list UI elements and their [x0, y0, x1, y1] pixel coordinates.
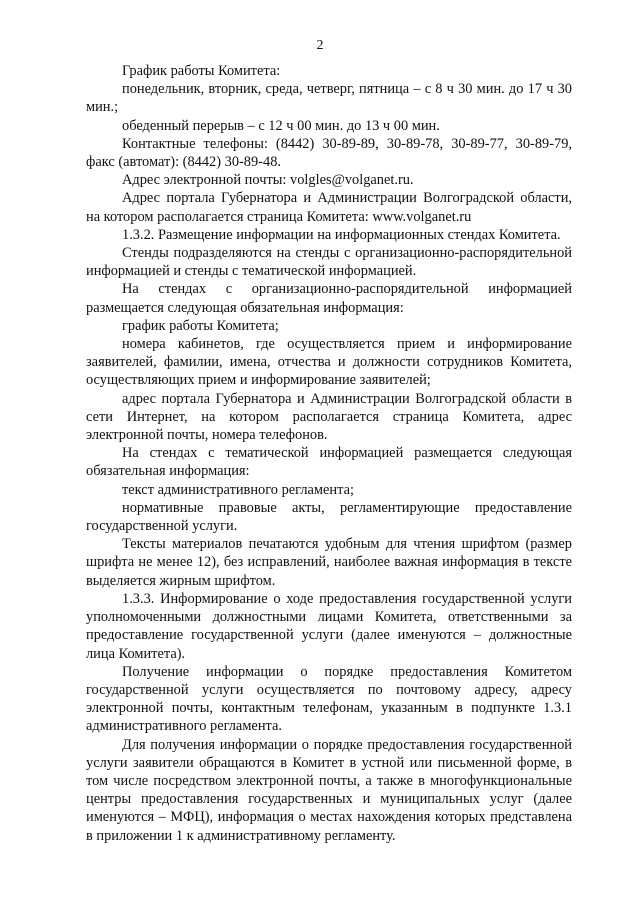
page-number: 2: [316, 38, 324, 53]
paragraph-org-portal: адрес портала Губернатора и Администрации Волгоградской области в сети Интернет, на котором располагается страница Комитета, адрес электронной почты, номера телефонов.: [86, 390, 572, 444]
paragraph-schedule-heading: График работы Комитета:: [122, 63, 281, 79]
paragraph-org-schedule: график работы Комитета;: [122, 317, 279, 334]
paragraph-font-requirements: Тексты материалов печатаются удобным для чтения шрифтом (размер шрифта не менее 12), без исправлений, наиболее важная информация в тексте выделяется жирным шрифтом.: [86, 536, 572, 589]
paragraph-applicant-requests: Для получения информации о порядке предоставления государственной услуги заявители обращаются в Комитет в устной или письменной форме, в том числе посредством электронной почты, а также в многофункциональные центры предоставления государственных и муниципальных услуг (далее именуются – МФЦ), информация о местах нахождения которых представлена в приложении 1 к административному регламенту.: [86, 736, 572, 844]
paragraph-contact-phones: Контактные телефоны: (8442) 30-89-89, 30-89-78, 30-89-77, 30-89-79, факс (автомат): (8442) 30-89-48.: [86, 135, 572, 171]
paragraph-org-offices: номера кабинетов, где осуществляется прием и информирование заявителей, фамилии, имена, отчества и должности сотрудников Комитета, осуществляющих прием и информирование заявителей;: [86, 336, 572, 389]
paragraph-thematic-stands: На стендах с тематической информацией размещается следующая обязательная информация:: [86, 445, 572, 480]
paragraph-email: Адрес электронной почты: volgles@volganet.ru.: [122, 172, 414, 189]
paragraph-portal-address: Адрес портала Губернатора и Администрации Волгоградской области, на котором располагается страница Комитета: www.volganet.ru: [86, 190, 572, 225]
paragraph-section-1-3-3: 1.3.3. Информирование о ходе предоставления государственной услуги уполномоченными должностными лицами Комитета, ответственными за предоставление государственной услуги (далее именуются – должностные лица Комитета).: [86, 590, 572, 662]
document-body: [86, 62, 572, 845]
paragraph-info-channels: Получение информации о порядке предоставления Комитетом государственной услуги осуществляется по почтовому адресу, адресу электронной почты, контактным телефонам, указанным в подпункте 1.3.1 административного регламента.: [86, 663, 572, 735]
paragraph-section-1-3-2: 1.3.2. Размещение информации на информационных стендах Комитета.: [122, 226, 561, 243]
paragraph-lunch-break: обеденный перерыв – с 12 ч 00 мин. до 13 ч 00 мин.: [122, 117, 440, 134]
paragraph-legal-acts: нормативные правовые акты, регламентирующие предоставление государственной услуги.: [86, 499, 572, 535]
paragraph-regulation-text: текст административного регламента;: [122, 481, 354, 498]
paragraph-weekday-hours: понедельник, вторник, среда, четверг, пятница – с 8 ч 30 мин. до 17 ч 30 мин.;: [86, 81, 572, 116]
paragraph-org-stands: На стендах с организационно-распорядительной информацией размещается следующая обязательная информация:: [86, 281, 572, 316]
paragraph-stand-types: Стенды подразделяются на стенды с организационно-распорядительной информацией и стенды с тематической информацией.: [86, 245, 572, 280]
